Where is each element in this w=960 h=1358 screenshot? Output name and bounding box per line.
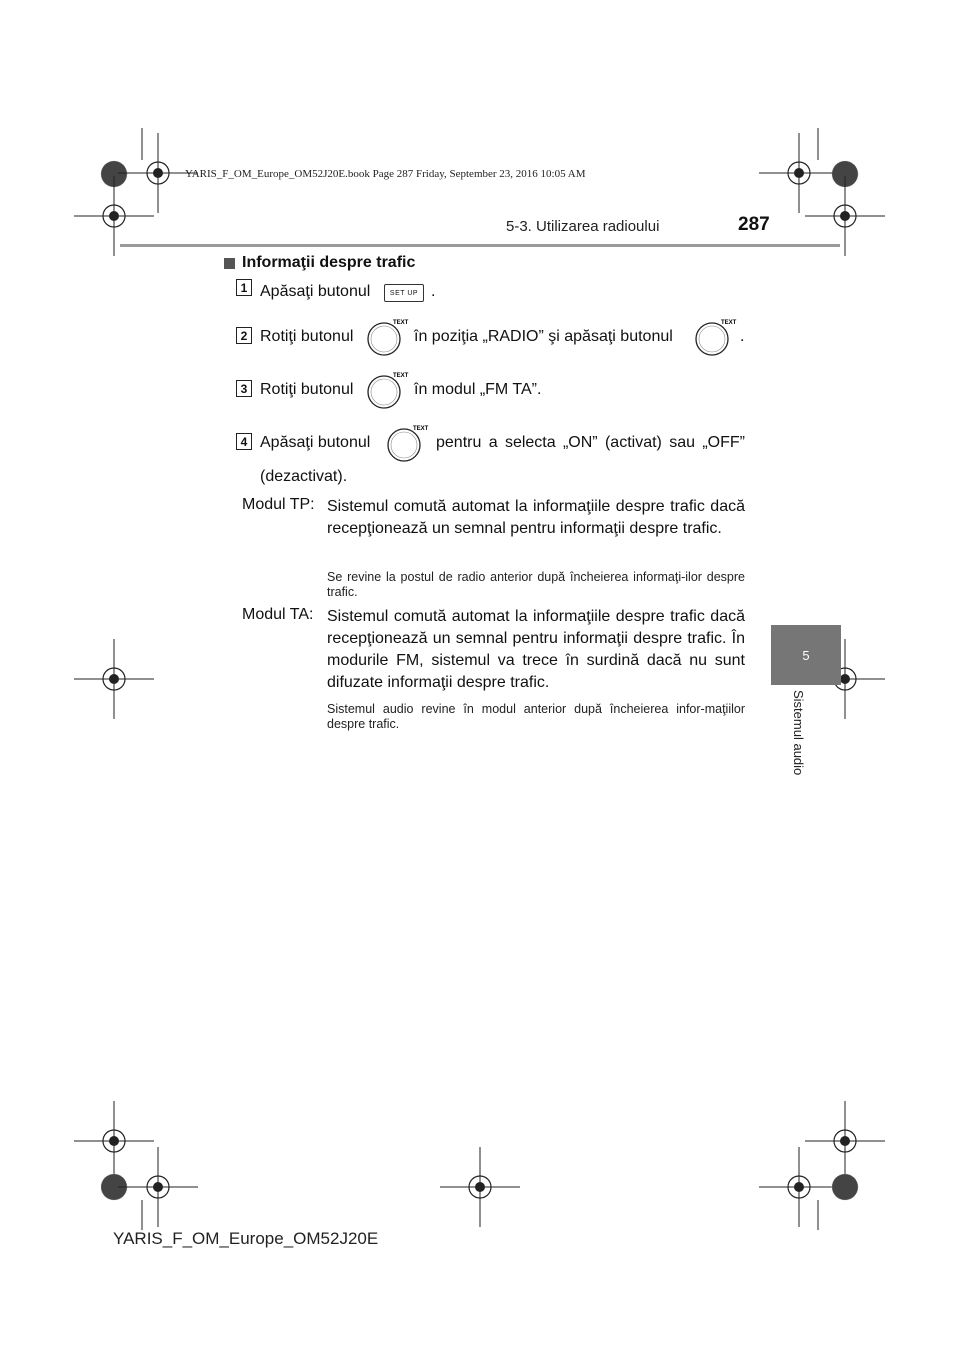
mode-tp-label: Modul TP: bbox=[242, 496, 315, 513]
square-bullet-icon bbox=[224, 258, 235, 269]
mode-ta-note: Sistemul audio revine în modul anterior după încheierea infor-maţiilor despre trafic. bbox=[327, 702, 745, 731]
mode-ta-label: Modul TA: bbox=[242, 606, 314, 623]
step-1-text: Apăsaţi butonul bbox=[260, 283, 371, 300]
step-4-text: Apăsaţi butonul bbox=[260, 434, 371, 451]
step-1-end: . bbox=[431, 283, 436, 300]
step-4-continuation: (dezactivat). bbox=[260, 468, 348, 485]
footer-doc-id: YARIS_F_OM_Europe_OM52J20E bbox=[113, 1229, 379, 1248]
text-knob-icon bbox=[364, 316, 412, 360]
step-2-middle: în poziţia „RADIO” şi apăsaţi butonul bbox=[414, 328, 673, 345]
knob-text-label: TEXT bbox=[413, 426, 429, 432]
step-number-3: 3 bbox=[236, 380, 252, 397]
step-4-end: pentru a selecta „ON” (activat) sau „OFF” bbox=[436, 434, 745, 451]
section-heading bbox=[224, 254, 415, 272]
step-number-2: 2 bbox=[236, 327, 252, 344]
knob-text-label: TEXT bbox=[393, 320, 409, 326]
mode-ta-description: Sistemul comută automat la informaţiile despre trafic dacă recepţionează un semnal pentru informaţii despre trafic. În modurile FM, sistemul va trece în surdină dacă nu sunt difuzate informaţii despre trafic. bbox=[327, 608, 745, 691]
step-number-4: 4 bbox=[236, 433, 252, 450]
step-3-end: în modul „FM TA”. bbox=[414, 381, 542, 398]
chapter-tab: 5 bbox=[771, 625, 841, 685]
text-knob-icon bbox=[384, 422, 432, 466]
page-number: 287 bbox=[738, 214, 770, 235]
setup-button-icon: SET UP bbox=[384, 284, 424, 302]
step-3-text: Rotiţi butonul bbox=[260, 381, 354, 398]
step-2-end: . bbox=[740, 328, 745, 345]
section-title: 5-3. Utilizarea radioului bbox=[506, 218, 660, 235]
text-knob-icon bbox=[364, 369, 412, 413]
mode-tp-description: Sistemul comută automat la informaţiile despre trafic dacă recepţionează un semnal pentru informaţii despre trafic. bbox=[327, 498, 745, 537]
step-2-text: Rotiţi butonul bbox=[260, 328, 354, 345]
mode-tp-text bbox=[327, 496, 745, 540]
book-info-line: YARIS_F_OM_Europe_OM52J20E.book Page 287 Friday, September 23, 2016 10:05 AM bbox=[185, 168, 586, 180]
header-rule bbox=[120, 244, 840, 247]
chapter-side-label: Sistemul audio bbox=[791, 690, 806, 776]
mode-ta-text bbox=[327, 606, 745, 694]
knob-text-label: TEXT bbox=[721, 320, 737, 326]
step-number-1: 1 bbox=[236, 279, 252, 296]
text-knob-icon bbox=[692, 316, 740, 360]
heading-text: Informaţii despre trafic bbox=[242, 254, 416, 271]
knob-text-label: TEXT bbox=[393, 373, 409, 379]
mode-tp-note: Se revine la postul de radio anterior după încheierea informaţi-ilor despre trafic. bbox=[327, 570, 745, 599]
